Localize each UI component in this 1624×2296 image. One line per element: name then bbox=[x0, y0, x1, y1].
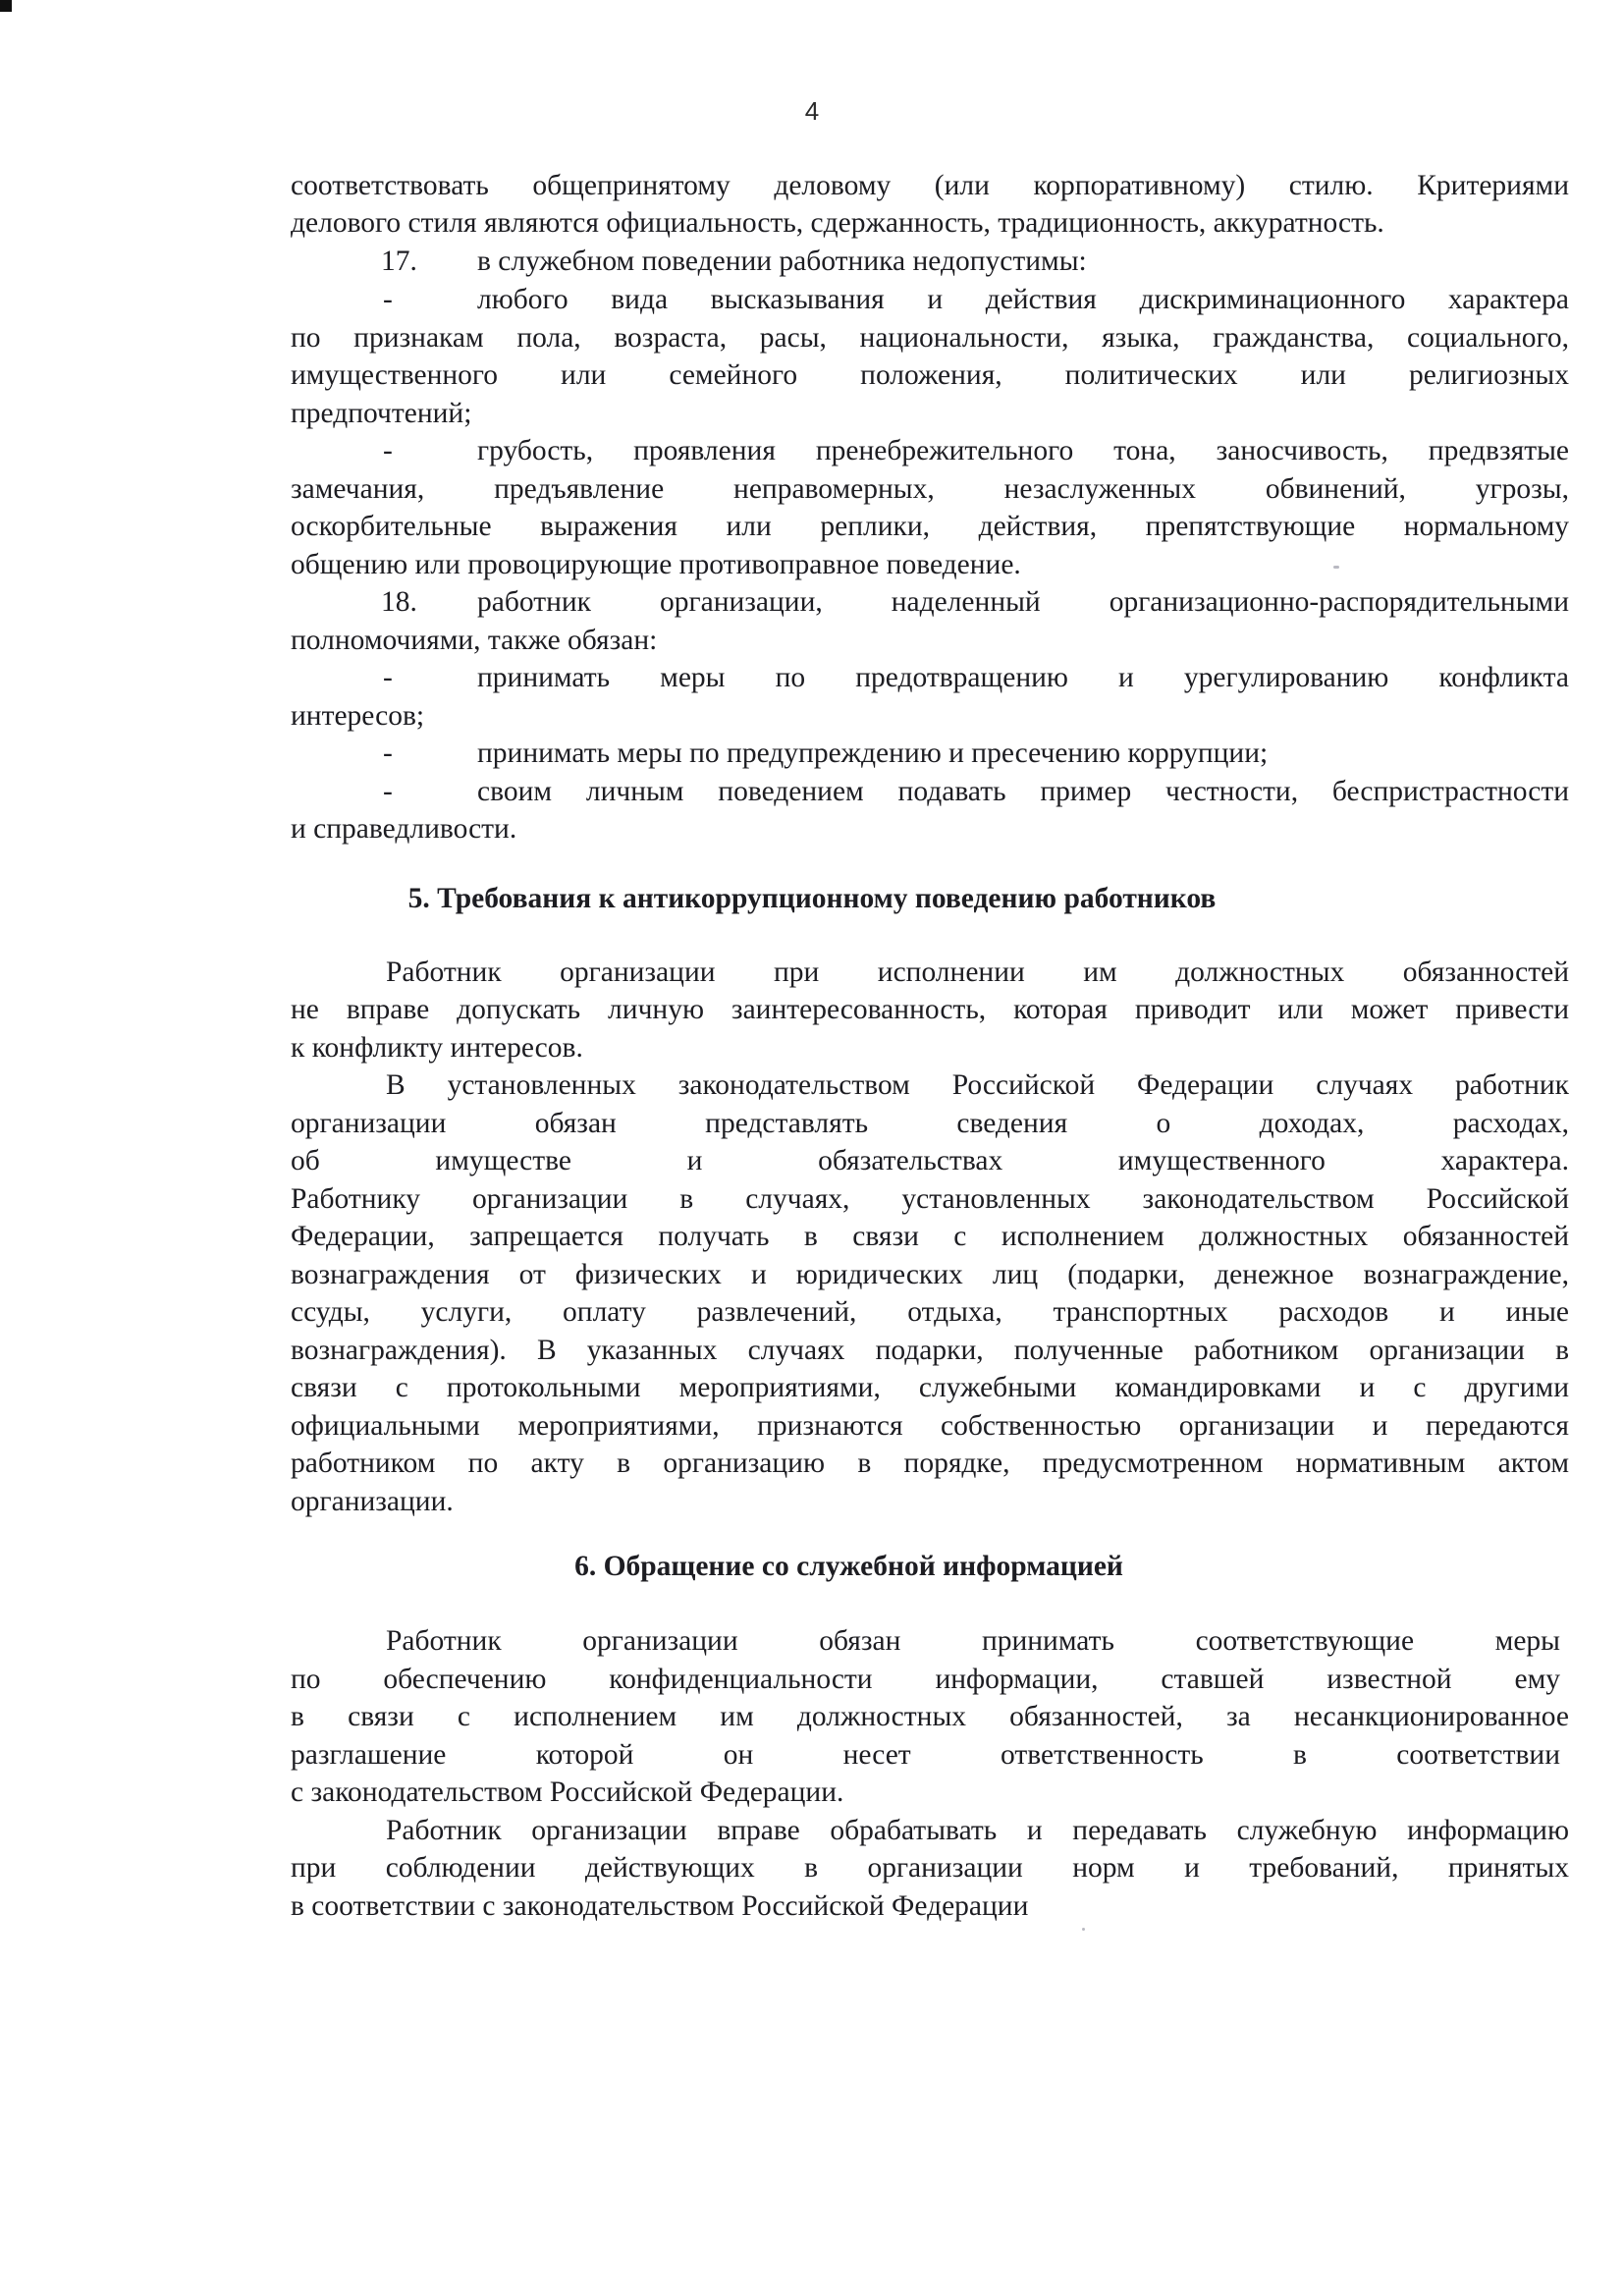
text-line: Работник организации вправе обрабатывать и передавать служебную информацию bbox=[386, 1815, 1569, 1846]
text-line: организации. bbox=[291, 1486, 454, 1517]
text-line: официальными мероприятиями, признаются собственностью организации и передаются bbox=[291, 1410, 1569, 1442]
text-line: принимать меры по предотвращению и урегулированию конфликта bbox=[477, 662, 1569, 693]
text-line: работник организации, наделенный организационно-распорядительными bbox=[477, 586, 1569, 618]
item-number: 18. bbox=[381, 586, 417, 618]
text-line: и справедливости. bbox=[291, 813, 517, 845]
text-line: Работник организации при исполнении им должностных обязанностей bbox=[386, 957, 1569, 988]
bullet-item bbox=[291, 734, 1569, 773]
bullet-item bbox=[291, 280, 1569, 319]
text-line: вознаграждения). В указанных случаях подарки, полученные работником организации в bbox=[291, 1335, 1569, 1366]
text-line: об имуществе и обязательствах имущественного характера. bbox=[291, 1145, 1569, 1176]
text-line: любого вида высказывания и действия дискриминационного характера bbox=[477, 284, 1569, 315]
text-line: делового стиля являются официальность, сдержанность, традиционность, аккуратность. bbox=[291, 207, 1384, 239]
bullet-item bbox=[291, 658, 1569, 697]
text-line: принимать меры по предупреждению и пресечению коррупции; bbox=[477, 738, 1269, 769]
text-line: в связи с исполнением им должностных обязанностей, за несанкционированное bbox=[291, 1701, 1569, 1732]
text-line: замечания, предъявление неправомерных, незаслуженных обвинений, угрозы, bbox=[291, 473, 1569, 505]
section-6-heading: 6. Обращение со служебной информацией bbox=[574, 1551, 1123, 1582]
text-line: соответствовать общепринятому деловому (или корпоративному) стилю. Критериями bbox=[291, 170, 1569, 201]
text-line: в служебном поведении работника недопустимы: bbox=[477, 246, 1087, 277]
text-line: предпочтений; bbox=[291, 398, 472, 429]
text-line: Работнику организации в случаях, установленных законодательством Российской bbox=[291, 1183, 1569, 1215]
scan-speck bbox=[1333, 566, 1339, 569]
bullet-dash: - bbox=[383, 738, 393, 769]
text-line: В установленных законодательством Российской Федерации случаях работник bbox=[386, 1069, 1569, 1101]
text-line: работником по акту в организацию в порядке, предусмотренном нормативным актом bbox=[291, 1448, 1569, 1479]
text-line: вознаграждения от физических и юридических лиц (подарки, денежное вознаграждение, bbox=[291, 1259, 1569, 1290]
text-line: при соблюдении действующих в организации норм и требований, принятых bbox=[291, 1852, 1569, 1884]
bullet-dash: - bbox=[383, 776, 393, 807]
text-line: имущественного или семейного положения, политических или религиозных bbox=[291, 359, 1569, 391]
item-number: 17. bbox=[381, 246, 417, 277]
text-line: своим личным поведением подавать пример честности, беспристрастности bbox=[477, 776, 1569, 807]
text-line: организации обязан представлять сведения о доходах, расходах, bbox=[291, 1108, 1569, 1139]
text-line: связи с протокольными мероприятиями, служебными командировками и с другими bbox=[291, 1372, 1569, 1403]
section-5-heading: 5. Требования к антикоррупционному поведению работников bbox=[407, 883, 1217, 914]
text-line: Работник организации обязан принимать соответствующие меры bbox=[386, 1625, 1560, 1657]
scan-speck bbox=[1082, 1928, 1085, 1931]
bullet-item bbox=[291, 431, 1569, 470]
bullet-dash: - bbox=[383, 662, 393, 693]
text-line: полномочиями, также обязан: bbox=[291, 625, 658, 656]
bullet-dash: - bbox=[383, 284, 393, 315]
text-line: в соответствии с законодательством Российской Федерации bbox=[291, 1890, 1029, 1922]
text-line: не вправе допускать личную заинтересованность, которая приводит или может привести bbox=[291, 994, 1569, 1025]
bullet-item bbox=[291, 772, 1569, 811]
text-line: интересов; bbox=[291, 700, 425, 732]
page-number: 4 bbox=[804, 96, 820, 126]
text-line: Федерации, запрещается получать в связи с исполнением должностных обязанностей bbox=[291, 1221, 1569, 1252]
text-line: ссуды, услуги, оплату развлечений, отдыха, транспортных расходов и иные bbox=[291, 1296, 1569, 1328]
text-line: к конфликту интересов. bbox=[291, 1032, 583, 1064]
text-line: по обеспечению конфиденциальности информации, ставшей известной ему bbox=[291, 1664, 1560, 1695]
text-line: общению или провоцирующие противоправное поведение. bbox=[291, 549, 1021, 580]
text-line: с законодательством Российской Федерации. bbox=[291, 1777, 844, 1808]
bullet-dash: - bbox=[383, 435, 393, 466]
text-line: грубость, проявления пренебрежительного тона, заносчивость, предвзятые bbox=[477, 435, 1569, 466]
text-line: оскорбительные выражения или реплики, действия, препятствующие нормальному bbox=[291, 511, 1569, 542]
scan-corner-mark bbox=[0, 0, 12, 12]
text-line: по признакам пола, возраста, расы, национальности, языка, гражданства, социального, bbox=[291, 322, 1569, 354]
numbered-item-17 bbox=[291, 242, 1569, 281]
text-line: разглашение которой он несет ответственность в соответствии bbox=[291, 1739, 1560, 1771]
numbered-item-18 bbox=[291, 582, 1569, 622]
